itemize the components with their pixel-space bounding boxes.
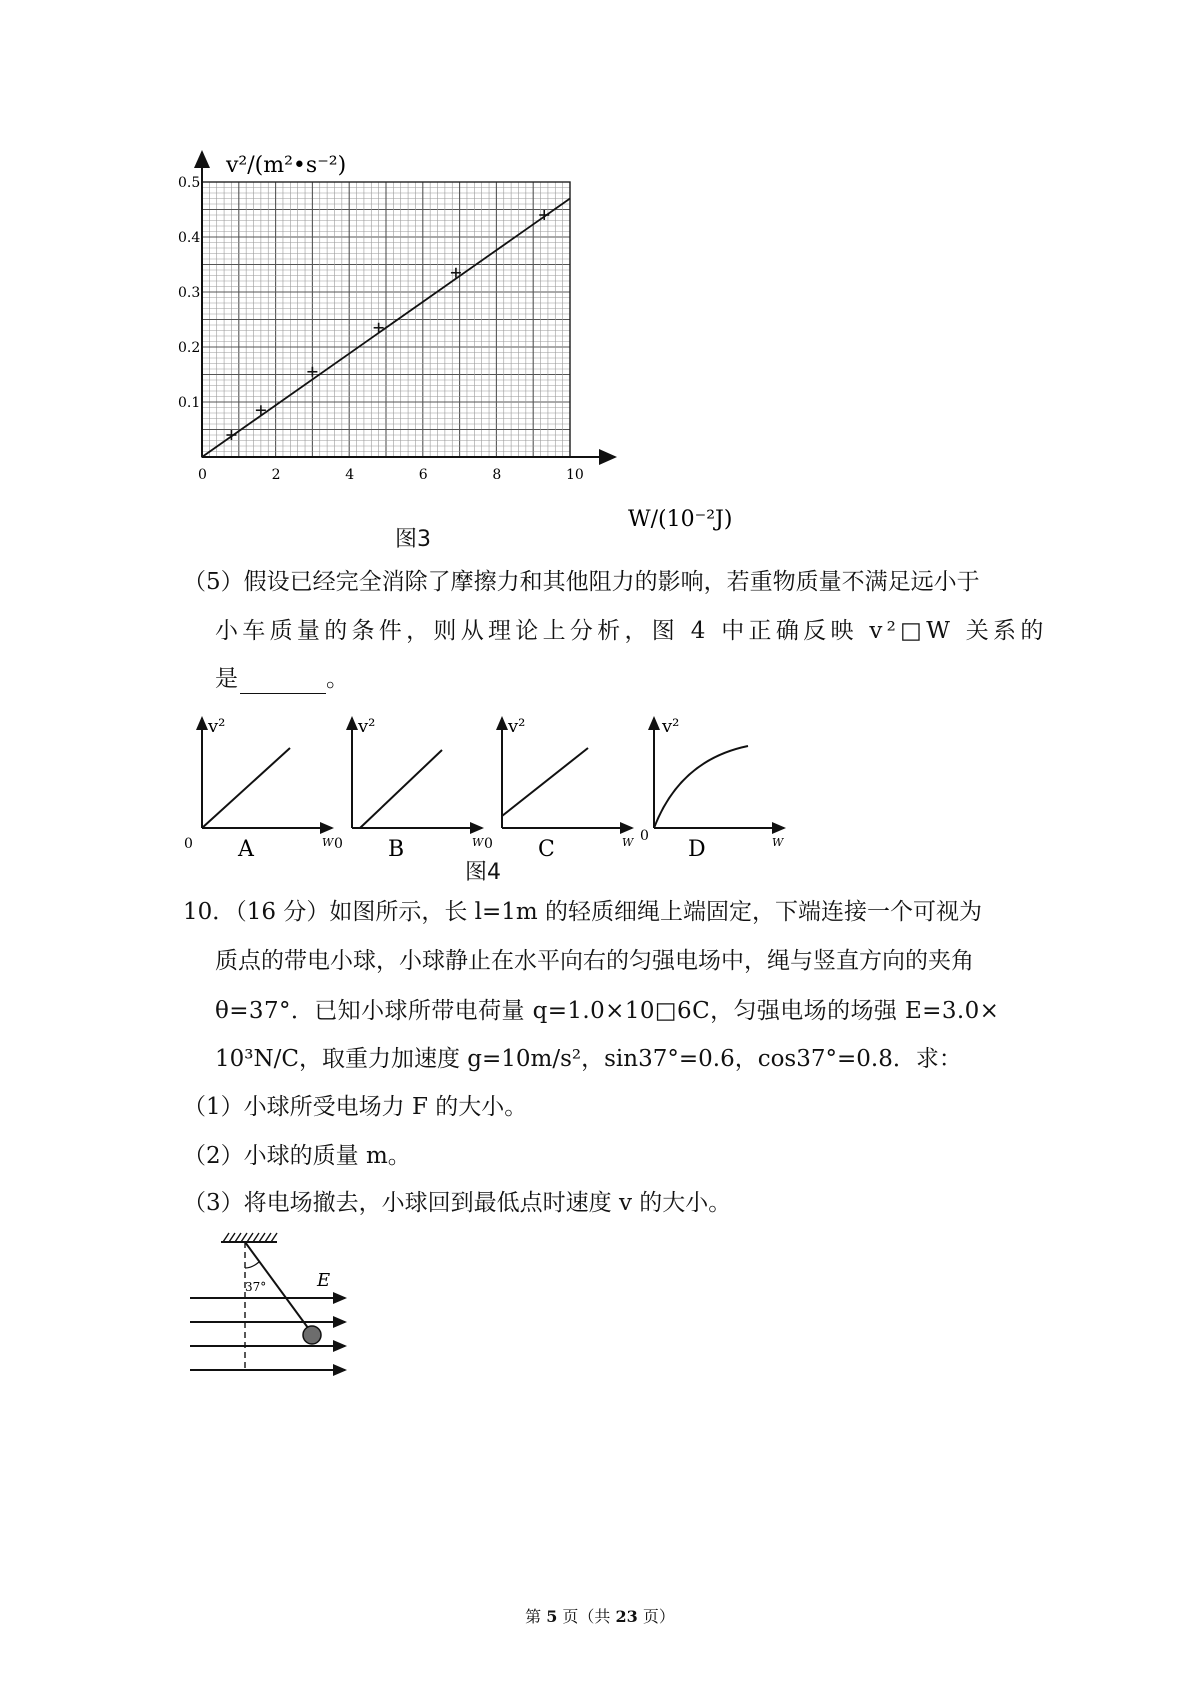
graph-a	[184, 716, 335, 862]
graph-a-ylabel: v²	[208, 716, 226, 737]
footer-prefix: 第	[525, 1607, 547, 1626]
q5-line-2	[215, 616, 1048, 646]
y-tick-label: 0.1	[178, 395, 201, 411]
figure-4-caption: 图4	[465, 860, 501, 885]
graph-a-origin: 0	[184, 836, 193, 852]
graph-c-letter: C	[538, 837, 555, 862]
q5-line-3-text: 是	[215, 666, 238, 692]
x-tick-label: 6	[418, 467, 428, 483]
q5-line-2-text: 小车质量的条件，则从理论上分析，图 4 中正确反映 v²□W 关系的	[215, 618, 1048, 644]
graph-c	[484, 716, 635, 862]
angle-label: 37°	[245, 1280, 267, 1294]
field-label: E	[317, 1270, 331, 1291]
y-tick-label: 0.2	[178, 340, 201, 356]
footer-total-pages: 23	[615, 1607, 638, 1626]
graph-c-ylabel: v²	[508, 716, 526, 737]
x-tick-label: 10	[566, 467, 584, 483]
q10-line-3: θ=37°．已知小球所带电荷量 q=1.0×10□6C，匀强电场的场强 E=3.0×	[215, 998, 1000, 1024]
angle-arc	[245, 1262, 259, 1268]
graph-b-ylabel: v²	[358, 716, 376, 737]
x-tick-label: 2	[271, 467, 281, 483]
graph-b-line	[360, 750, 442, 828]
q10-line-2: 质点的带电小球，小球静止在水平向右的匀强电场中，绳与竖直方向的夹角	[215, 948, 974, 974]
figure-3-ylabel: v²/(m²•s⁻²)	[226, 153, 347, 178]
graph-c-line	[502, 748, 588, 816]
footer-page-number: 5	[546, 1607, 558, 1626]
graph-a-letter: A	[238, 837, 254, 862]
ceiling-hatch	[223, 1233, 277, 1242]
y-tick-label: 0.5	[178, 175, 201, 191]
graph-c-xlabel: W	[622, 836, 634, 849]
graph-d-origin: 0	[640, 828, 649, 844]
q5-line-3-end: 。	[326, 666, 349, 692]
x-tick-label: 4	[345, 467, 355, 483]
q10-sub-3: （3）将电场撤去，小球回到最低点时速度 v 的大小。	[183, 1190, 732, 1216]
graph-a-line	[202, 748, 290, 828]
figure-3-xlabel: W/(10⁻²J)	[628, 507, 733, 532]
graph-b-xlabel: W	[472, 836, 484, 849]
y-tick-label: 0.3	[178, 285, 201, 301]
pendulum-diagram	[185, 1228, 355, 1383]
graph-b	[334, 716, 485, 862]
data-point	[307, 367, 317, 377]
graph-d-xlabel: W	[772, 836, 784, 849]
q10-sub-2: （2）小球的质量 m。	[183, 1143, 411, 1169]
graph-d	[640, 716, 785, 862]
answer-blank[interactable]	[240, 671, 326, 694]
figure-3	[178, 150, 733, 550]
x-tick-label: 0	[198, 467, 207, 483]
y-tick-label: 0.4	[178, 230, 201, 246]
q10-line-1: 10．（16 分）如图所示，长 l=1m 的轻质细绳上端固定，下端连接一个可视为	[183, 899, 983, 925]
q5-line-1: （5）假设已经完全消除了摩擦力和其他阻力的影响，若重物质量不满足远小于	[183, 569, 980, 595]
graph-d-curve	[654, 746, 748, 828]
figure-3-caption: 图3	[395, 527, 431, 552]
page-footer	[0, 1604, 1200, 1627]
q10-sub-1: （1）小球所受电场力 F 的大小。	[183, 1094, 528, 1120]
figure-4-graphs	[180, 708, 800, 862]
graph-d-letter: D	[688, 837, 706, 862]
graph-b-origin: 0	[334, 836, 343, 852]
pendulum-svg	[185, 1228, 355, 1383]
charged-ball	[303, 1326, 321, 1344]
x-tick-label: 8	[492, 467, 502, 483]
graph-d-ylabel: v²	[662, 716, 680, 737]
graph-a-xlabel: W	[322, 836, 334, 849]
footer-middle: 页（共	[557, 1607, 616, 1626]
figure-3-chart	[178, 150, 733, 550]
footer-suffix: 页）	[637, 1607, 675, 1626]
figure-4	[180, 708, 800, 862]
q5-line-3	[215, 664, 349, 694]
q10-line-4: 10³N/C，取重力加速度 g=10m/s²，sin37°=0.6，cos37°=0.8．求：	[215, 1046, 962, 1072]
graph-c-origin: 0	[484, 836, 493, 852]
graph-b-letter: B	[388, 837, 405, 862]
field-lines	[190, 1298, 345, 1370]
